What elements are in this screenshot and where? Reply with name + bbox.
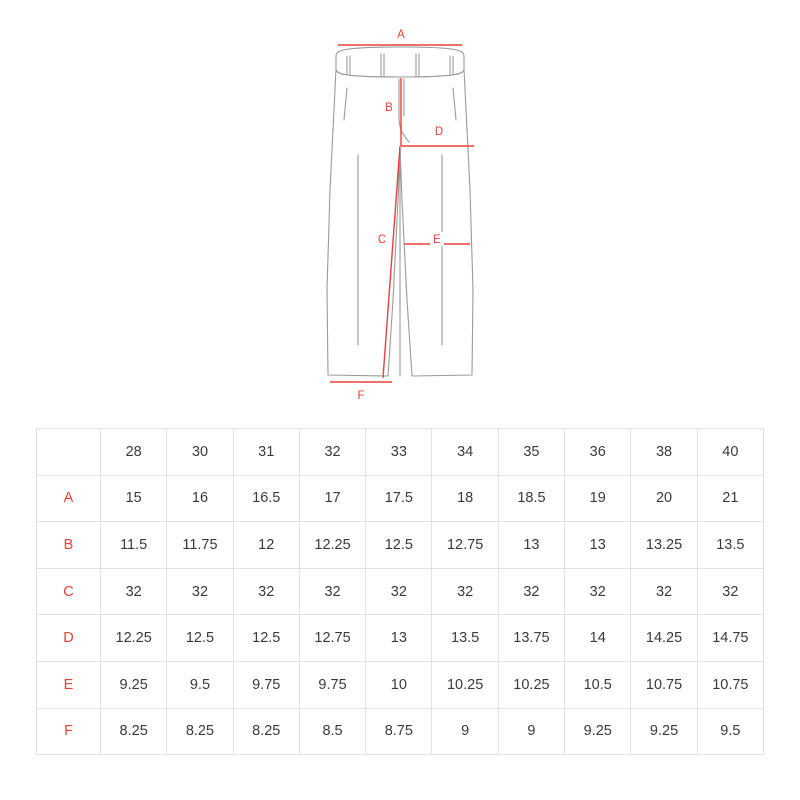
cell-d-38: 14.25: [631, 615, 697, 662]
cell-a-33: 17.5: [366, 475, 432, 522]
cell-d-35: 13.75: [498, 615, 564, 662]
size-header-34: 34: [432, 429, 498, 476]
cell-f-33: 8.75: [366, 708, 432, 755]
label-b: B: [385, 102, 393, 114]
cell-e-30: 9.5: [167, 661, 233, 708]
cell-b-30: 11.75: [167, 522, 233, 569]
cell-c-36: 32: [565, 568, 631, 615]
cell-e-38: 10.75: [631, 661, 697, 708]
cell-e-31: 9.75: [233, 661, 299, 708]
cell-d-34: 13.5: [432, 615, 498, 662]
row-label-b: B: [37, 522, 101, 569]
table-row: [37, 522, 764, 569]
cell-d-28: 12.25: [101, 615, 167, 662]
cell-c-31: 32: [233, 568, 299, 615]
cell-e-36: 10.5: [565, 661, 631, 708]
cell-a-32: 17: [299, 475, 365, 522]
size-header-30: 30: [167, 429, 233, 476]
size-table: [36, 428, 764, 755]
size-header-32: 32: [299, 429, 365, 476]
label-a: A: [397, 29, 405, 41]
cell-a-40: 21: [697, 475, 763, 522]
label-e: E: [433, 234, 441, 246]
cell-a-35: 18.5: [498, 475, 564, 522]
cell-c-30: 32: [167, 568, 233, 615]
table-corner-cell: [37, 429, 101, 476]
cell-c-28: 32: [101, 568, 167, 615]
cell-a-38: 20: [631, 475, 697, 522]
label-c: C: [377, 234, 387, 246]
cell-f-30: 8.25: [167, 708, 233, 755]
cell-a-36: 19: [565, 475, 631, 522]
cell-d-31: 12.5: [233, 615, 299, 662]
cell-d-40: 14.75: [697, 615, 763, 662]
cell-a-28: 15: [101, 475, 167, 522]
table-row: [37, 661, 764, 708]
table-header-row: [37, 429, 764, 476]
cell-a-34: 18: [432, 475, 498, 522]
measurement-guides: [330, 45, 474, 382]
cell-f-38: 9.25: [631, 708, 697, 755]
guide-c: [383, 146, 400, 378]
cell-b-28: 11.5: [101, 522, 167, 569]
cell-b-40: 13.5: [697, 522, 763, 569]
label-d: D: [434, 126, 444, 138]
row-label-a: A: [37, 475, 101, 522]
cell-c-35: 32: [498, 568, 564, 615]
table-row: [37, 475, 764, 522]
cell-f-34: 9: [432, 708, 498, 755]
row-label-d: D: [37, 615, 101, 662]
cell-d-32: 12.75: [299, 615, 365, 662]
table-row: [37, 708, 764, 755]
pants-outline: [327, 47, 473, 376]
cell-b-32: 12.25: [299, 522, 365, 569]
size-header-38: 38: [631, 429, 697, 476]
cell-e-35: 10.25: [498, 661, 564, 708]
cell-f-36: 9.25: [565, 708, 631, 755]
size-table-container: [36, 428, 764, 755]
row-label-e: E: [37, 661, 101, 708]
label-f: F: [357, 390, 365, 402]
cell-c-40: 32: [697, 568, 763, 615]
cell-b-31: 12: [233, 522, 299, 569]
cell-e-33: 10: [366, 661, 432, 708]
cell-e-28: 9.25: [101, 661, 167, 708]
cell-a-30: 16: [167, 475, 233, 522]
size-header-40: 40: [697, 429, 763, 476]
size-header-36: 36: [565, 429, 631, 476]
table-row: [37, 615, 764, 662]
cell-d-30: 12.5: [167, 615, 233, 662]
size-header-33: 33: [366, 429, 432, 476]
cell-e-40: 10.75: [697, 661, 763, 708]
row-label-f: F: [37, 708, 101, 755]
cell-e-32: 9.75: [299, 661, 365, 708]
cell-c-33: 32: [366, 568, 432, 615]
cell-b-38: 13.25: [631, 522, 697, 569]
table-row: [37, 568, 764, 615]
cell-f-40: 9.5: [697, 708, 763, 755]
size-header-35: 35: [498, 429, 564, 476]
cell-f-28: 8.25: [101, 708, 167, 755]
cell-f-31: 8.25: [233, 708, 299, 755]
cell-e-34: 10.25: [432, 661, 498, 708]
cell-c-34: 32: [432, 568, 498, 615]
cell-c-38: 32: [631, 568, 697, 615]
cell-b-35: 13: [498, 522, 564, 569]
cell-c-32: 32: [299, 568, 365, 615]
cell-d-36: 14: [565, 615, 631, 662]
cell-b-36: 13: [565, 522, 631, 569]
size-header-28: 28: [101, 429, 167, 476]
cell-f-32: 8.5: [299, 708, 365, 755]
cell-b-34: 12.75: [432, 522, 498, 569]
row-label-c: C: [37, 568, 101, 615]
cell-d-33: 13: [366, 615, 432, 662]
cell-a-31: 16.5: [233, 475, 299, 522]
cell-f-35: 9: [498, 708, 564, 755]
size-header-31: 31: [233, 429, 299, 476]
cell-b-33: 12.5: [366, 522, 432, 569]
